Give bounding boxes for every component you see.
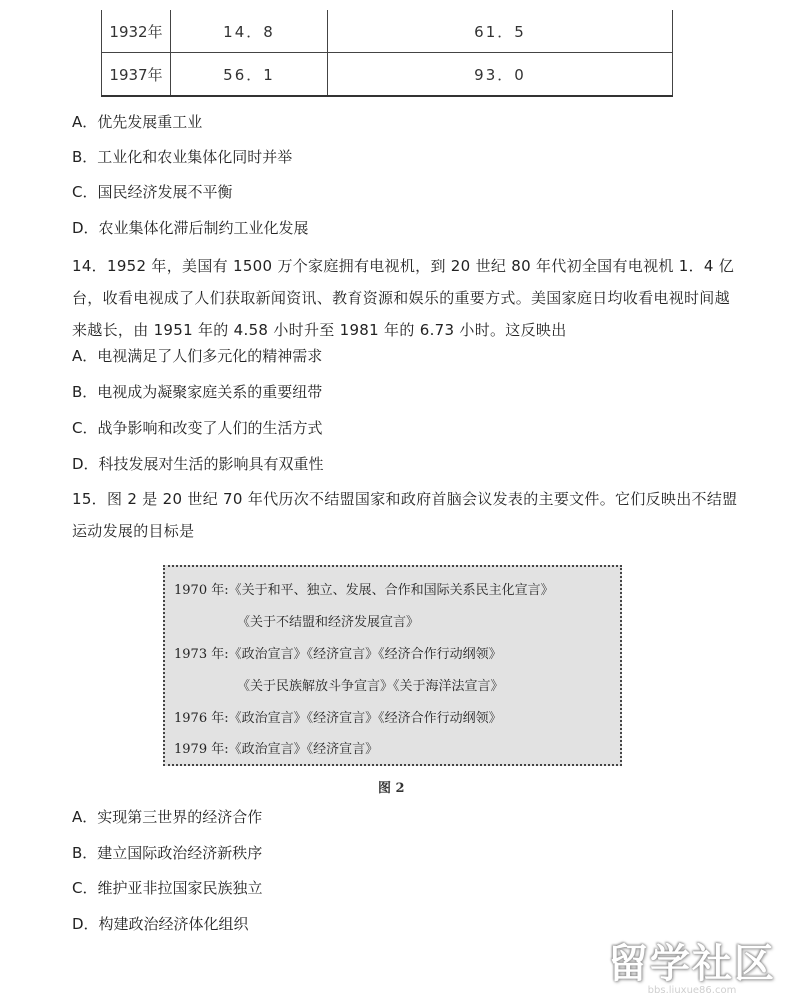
q14-stem: 14．1952 年，美国有 1500 万个家庭拥有电视机，到 20 世纪 80 年代初全国有电视机 1．4 亿台，收看电视成了人们获取新闻资讯、教育资源和娱乐的重要方式。美国家庭日均收看电视时间越来越长，由 1951 年的 4.58 小时升至 1981 年的 6.73 小时。这反映出	[72, 257, 735, 339]
figure-caption: 图 2	[378, 781, 405, 796]
q13-option-d: D．农业集体化滞后制约工业化发展	[72, 219, 309, 237]
figure-line: 1976 年:《政治宣言》《经济宣言》《经济合作行动纲领》	[174, 711, 502, 726]
q14-option-c: C．战争影响和改变了人们的生活方式	[72, 419, 323, 437]
q14-option-d: D．科技发展对生活的影响具有双重性	[72, 455, 324, 473]
figure-line: 1973 年:《政治宣言》《经济宣言》《经济合作行动纲领》	[174, 647, 502, 662]
figure-box	[163, 565, 622, 766]
data-table	[101, 10, 673, 97]
q14-option-a: A．电视满足了人们多元化的精神需求	[72, 347, 323, 365]
table-cell-value: 61．5	[328, 10, 673, 53]
table-cell-year: 1932年	[102, 10, 171, 53]
q13-option-b: B．工业化和农业集体化同时并举	[72, 148, 293, 166]
figure-line: 《关于不结盟和经济发展宣言》	[237, 615, 420, 630]
watermark-url: bbs.liuxue86.com	[647, 985, 737, 996]
figure-line: 《关于民族解放斗争宣言》《关于海洋法宣言》	[237, 679, 504, 694]
q15-option-c: C．维护亚非拉国家民族独立	[72, 879, 263, 897]
watermark-logo: 留学社区	[608, 941, 776, 987]
q15-option-b: B．建立国际政治经济新秩序	[72, 844, 263, 862]
q13-option-c: C．国民经济发展不平衡	[72, 183, 233, 201]
q13-option-a: A．优先发展重工业	[72, 113, 203, 131]
table-cell-value: 56．1	[171, 53, 328, 97]
figure-line: 1970 年:《关于和平、独立、发展、合作和国际关系民主化宣言》	[174, 583, 554, 598]
table-cell-year: 1937年	[102, 53, 171, 97]
figure-line: 1979 年:《政治宣言》《经济宣言》	[174, 742, 379, 757]
q15-stem: 15．图 2 是 20 世纪 70 年代历次不结盟国家和政府首脑会议发表的主要文件。它们反映出不结盟运动发展的目标是	[72, 490, 738, 540]
q15-option-a: A．实现第三世界的经济合作	[72, 808, 263, 826]
table-row	[102, 53, 673, 97]
table-cell-value: 93．0	[328, 53, 673, 97]
q15-option-d: D．构建政治经济体化组织	[72, 915, 249, 933]
watermark	[608, 932, 776, 996]
q14-option-b: B．电视成为凝聚家庭关系的重要纽带	[72, 383, 323, 401]
table-cell-value: 14．8	[171, 10, 328, 53]
table-row	[102, 10, 673, 53]
